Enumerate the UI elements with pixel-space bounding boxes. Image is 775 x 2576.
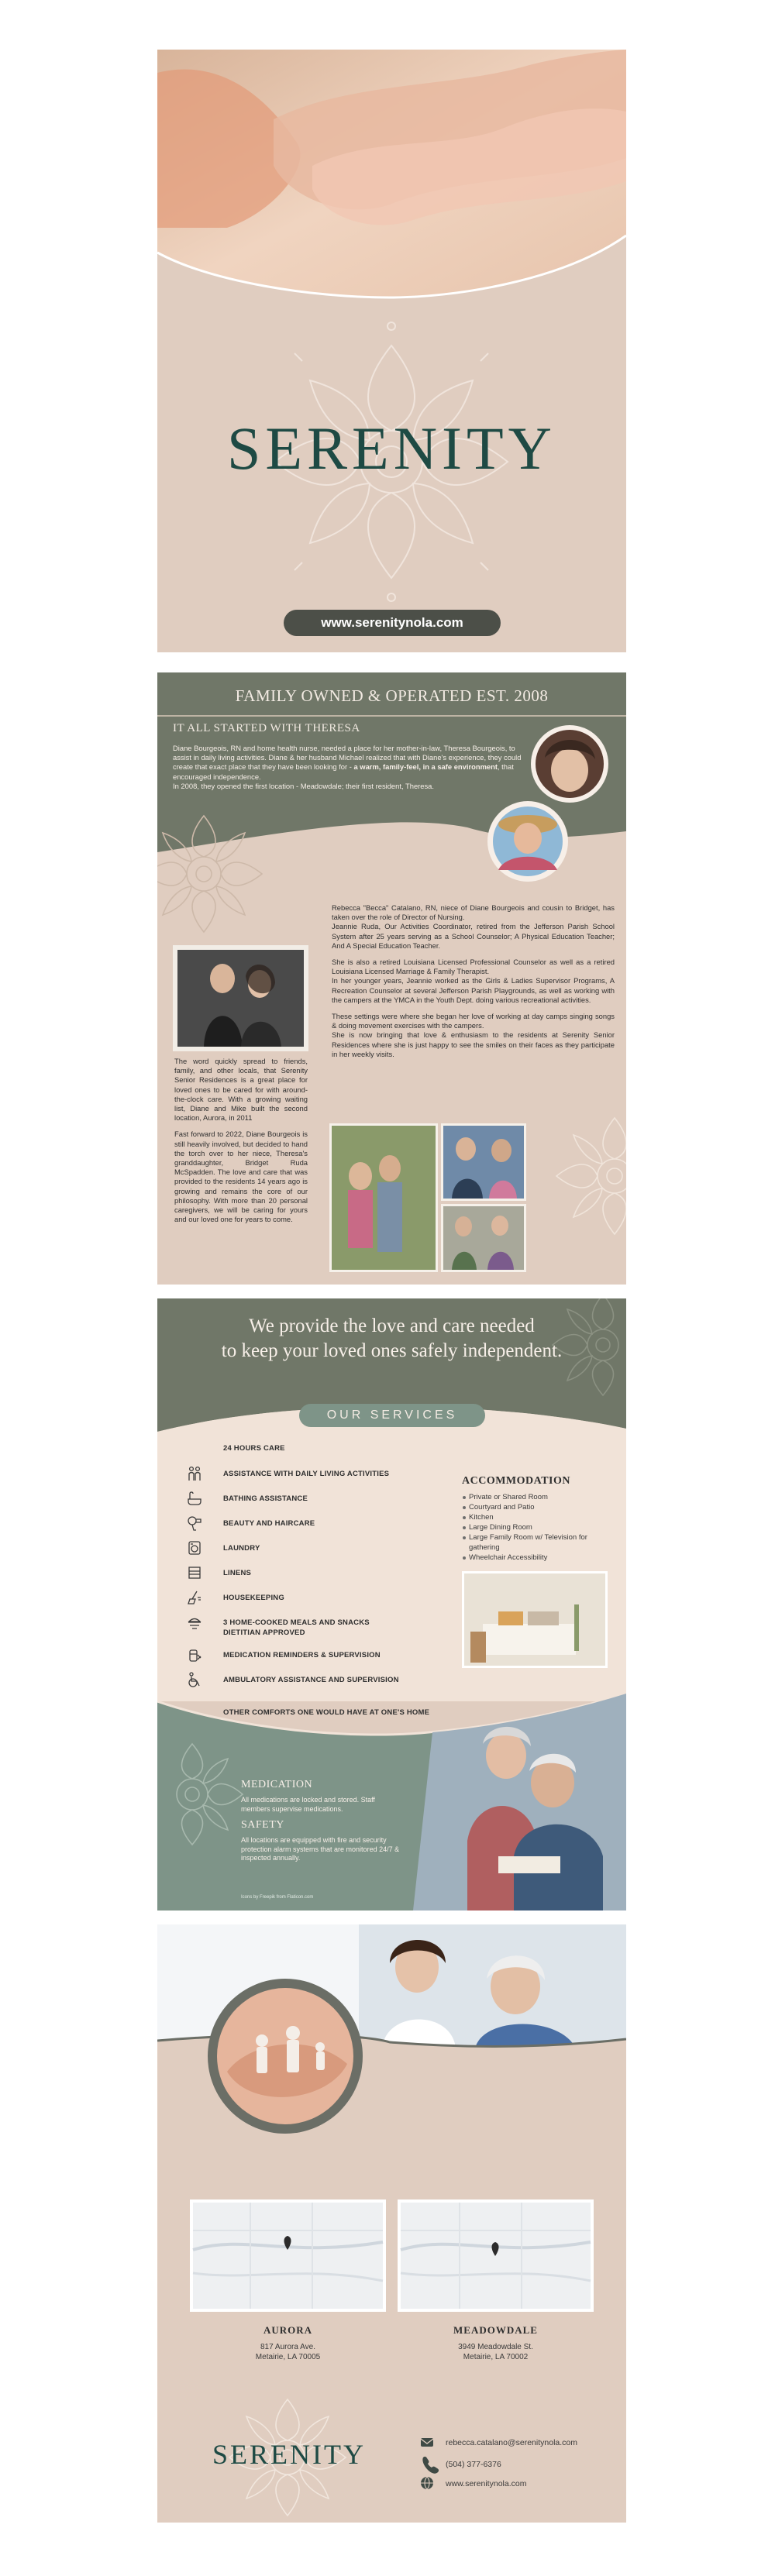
service-label: LINENS (223, 1569, 252, 1577)
aurora-address-1: 817 Aurora Ave. (260, 2343, 315, 2351)
staff-p6: She is now bringing that love & enthusiasm to the residents at Serenity Senior Residences where she is just happy to see the smiles on their faces as they participate in her weekly visits. (332, 1030, 615, 1058)
headline-line1: We provide the love and care needed (249, 1316, 535, 1336)
accommodation-item: Wheelchair Accessibility (462, 1553, 609, 1563)
services-pill: OUR SERVICES (299, 1404, 485, 1427)
housekeeping-icon (187, 1590, 202, 1605)
safety-title: SAFETY (241, 1819, 284, 1831)
service-label: LAUNDRY (223, 1544, 260, 1553)
washing-machine-icon (187, 1540, 202, 1556)
intro-part2: , that encouraged independence. (173, 762, 514, 781)
service-label: AMBULATORY ASSISTANCE AND SUPERVISION (223, 1676, 399, 1684)
services-background (157, 1298, 626, 1911)
section-heading: IT ALL STARTED WITH THERESA (173, 722, 360, 734)
medication-text: All medications are locked and stored. Staff members supervise medications. (241, 1796, 375, 1813)
history-page (157, 672, 626, 1285)
staff-p5: These settings were where she began her love of working at day camps singing songs & doing movement exercises with the campers. (332, 1012, 615, 1030)
service-label-secondary: DIETITIAN APPROVED (223, 1628, 305, 1637)
medication-title: MEDICATION (241, 1779, 313, 1790)
meadowdale-address-1: 3949 Meadowdale St. (458, 2343, 533, 2351)
safety-text: All locations are equipped with fire and security protection alarm systems that are monitored 24/7 & inspected annually. (241, 1836, 400, 1862)
meals-icon (187, 1615, 202, 1630)
icon-credit: Icons by Freepik from Flaticon.com (241, 1895, 314, 1900)
medication-icon (187, 1647, 202, 1663)
accommodation-list (462, 1492, 609, 1563)
history-p2: Fast forward to 2022, Diane Bourgeois is still heavily involved, but decided to hand the torch over to her niece, Theresa's granddaughter, Bridget Ruda McSpadden. The love and care that was provided to the residents 14 years ago is growing and remains the core of our philosophy. With more than 20 personal caregivers, we will be caring for yours and our loved one for years to come. (174, 1130, 308, 1224)
family-photo (177, 950, 304, 1047)
accommodation-title: ACCOMMODATION (462, 1475, 571, 1487)
service-label: 3 HOME-COOKED MEALS AND SNACKS (223, 1618, 370, 1627)
meadowdale-address-2: Metairie, LA 70002 (463, 2353, 529, 2361)
contact-background (157, 1924, 626, 2523)
meadowdale-name: MEADOWDALE (453, 2324, 538, 2336)
staff-text (332, 903, 615, 1059)
contact-phone[interactable]: (504) 377-6376 (446, 2460, 501, 2469)
cover-artwork (157, 50, 626, 652)
history-p1: The word quickly spread to friends, family, and other locals, that Serenity Senior Residences is a great place for loved ones to be cared for with around-the-clock care. With a growing waiting list, Diane and Mike built the second location, Aurora, in 2011 (174, 1057, 308, 1123)
staff-p4: In her younger years, Jeannie worked as the Girls & Ladies Supervisor Programs, A Recreation Counselor at several Jefferson Parish Playgrounds, as well as working with the campers at the YMCA in the Youth Dept. doing various recreational activities. (332, 976, 615, 1004)
accommodation-item: Private or Shared Room (462, 1492, 609, 1502)
intro-part1: Diane Bourgeois, RN and home health nurse, needed a place for her mother-in-law, Theresa Bourgeois, to assist in daily living activities. Diane & her husband Michael realized that with Diane's experience, they could create that exact place that they have been looking for - (173, 744, 522, 772)
service-label: MEDICATION REMINDERS & SUPERVISION (223, 1651, 381, 1659)
intro-part3: In 2008, they opened the first location - Meadowdale; their first resident, Theresa. (173, 781, 434, 790)
staff-p1: Rebecca "Becca" Catalano, RN, niece of Diane Bourgeois and cousin to Bridget, has taken over the role of Director of Nursing. (332, 903, 615, 922)
banner-title: FAMILY OWNED & OPERATED EST. 2008 (235, 686, 549, 705)
headline-line2: to keep your loved ones safely independent. (221, 1340, 563, 1361)
daily-living-icon (187, 1466, 202, 1481)
footer-brand: SERENITY (212, 2439, 366, 2470)
accommodation-item: Large Family Room w/ Television for gathering (462, 1532, 609, 1553)
website-pill[interactable]: www.serenitynola.com (284, 610, 501, 636)
intro-bold: a warm, family-feel, in a safe environment (353, 762, 498, 772)
mandala-icon-right (556, 1118, 626, 1234)
contact-page (157, 1924, 626, 2523)
other-comforts: OTHER COMFORTS ONE WOULD HAVE AT ONE'S HOME (223, 1708, 430, 1717)
bathtub-icon (187, 1491, 202, 1506)
staff-p2: Jeannie Ruda, Our Activities Coordinator, retired from the Jefferson Parish School System after 25 years serving as a School Counselor; A Physical Education Teacher; And A Special Education Teacher. (332, 922, 615, 950)
care-24-label: 24 HOURS CARE (223, 1444, 285, 1453)
brand-wordmark: SERENITY (227, 414, 556, 482)
service-label: BEAUTY AND HAIRCARE (223, 1519, 315, 1528)
wheelchair-icon (187, 1672, 202, 1687)
accommodation-item: Large Dining Room (462, 1522, 609, 1532)
service-label: BATHING ASSISTANCE (223, 1494, 308, 1503)
service-label: HOUSEKEEPING (223, 1594, 284, 1602)
contact-email[interactable]: rebecca.catalano@serenitynola.com (446, 2438, 577, 2447)
aurora-address-2: Metairie, LA 70005 (255, 2353, 321, 2361)
services-page (157, 1298, 626, 1911)
accommodation-item: Kitchen (462, 1512, 609, 1522)
linens-icon (187, 1565, 202, 1580)
aurora-name: AURORA (263, 2324, 313, 2336)
history-text (174, 1057, 308, 1224)
cover-page (157, 50, 626, 652)
globe-icon (421, 2477, 433, 2489)
service-label: ASSISTANCE WITH DAILY LIVING ACTIVITIES (223, 1470, 390, 1478)
accommodation-item: Courtyard and Patio (462, 1502, 609, 1512)
email-icon (421, 2438, 433, 2447)
contact-website[interactable]: www.serenitynola.com (446, 2479, 527, 2488)
intro-text (173, 744, 522, 791)
staff-p3: She is also a retired Louisiana Licensed Professional Counselor as well as a retired Louisiana Licensed Marriage & Family Therapist. (332, 958, 615, 976)
hairdryer-icon (187, 1515, 202, 1531)
